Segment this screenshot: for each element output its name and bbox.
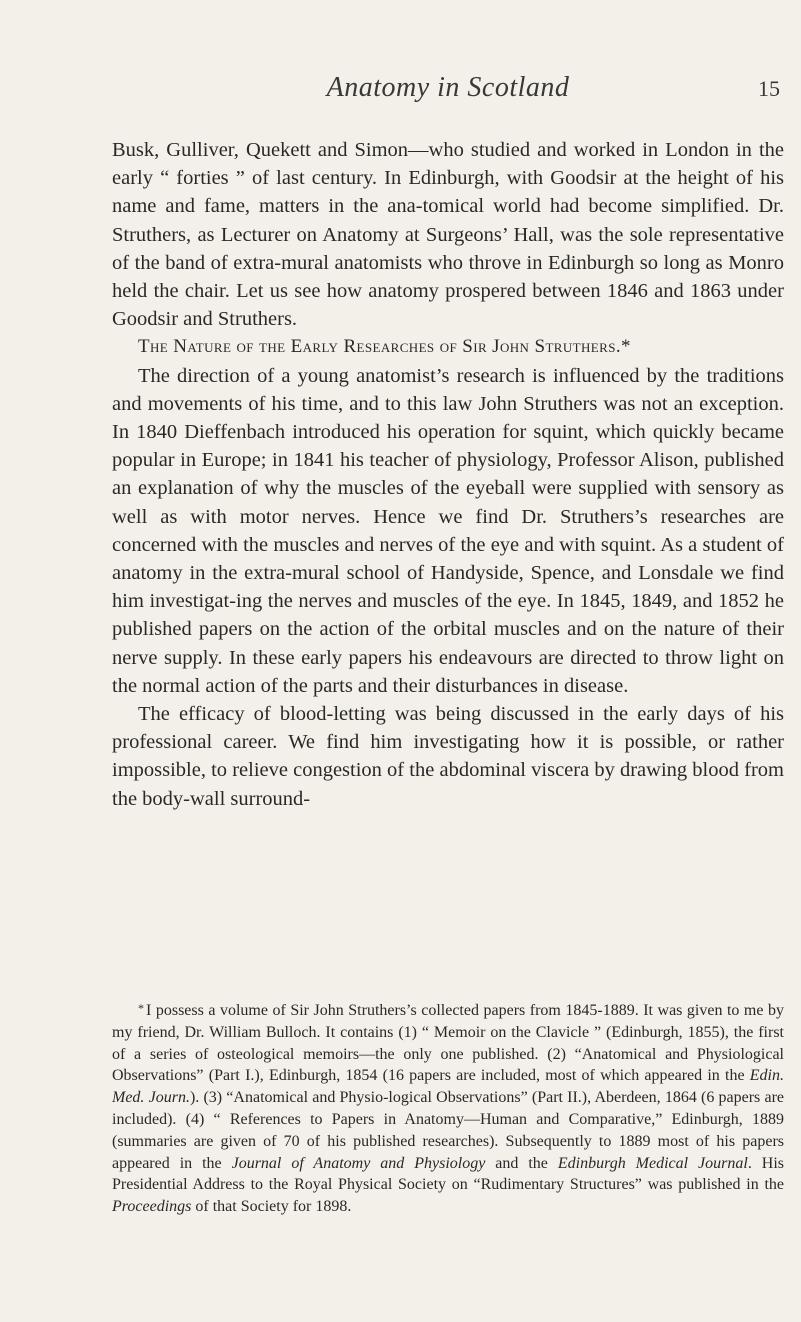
footnote-journal-2: Journal of Anatomy and Physiology <box>231 1154 486 1172</box>
footnote-part-2: ). (3) “Anatomical and Physio-logical Observations” (Part II.), Aberdeen, 1864 (6 papers are included). (4) “ References to Papers in Anatomy—Human and Comparative,” Edinburgh, 1889 (summaries are given of 70 of his published researches). Subsequently to 1889 most of his papers appeared in the <box>112 1089 784 1172</box>
body-text <box>112 136 784 813</box>
paragraph-continued: Busk, Gulliver, Quekett and Simon—who studied and worked in London in the early “ forties ” of last century. In Edinburgh, with Goodsir at the height of his name and fame, matters in the ana-tomical world had become simplified. Dr. Struthers, as Lecturer on Anatomy at Surgeons’ Hall, was the sole representative of the band of extra-mural anatomists who throve in Edinburgh so long as Monro held the chair. Let us see how anatomy prospered between 1846 and 1863 under Goodsir and Struthers. <box>112 139 784 331</box>
running-header <box>112 72 784 112</box>
footnote-journal-3: Edinburgh Medical Journal <box>557 1154 748 1172</box>
page-number: 15 <box>758 76 780 101</box>
paragraph-research-direction: The direction of a young anatomist’s research is influenced by the traditions and movements of his time, and to this law John Struthers was not an exception. In 1840 Dieffenbach introduced his operation for squint, which quickly became popular in Europe; in 1841 his teacher of physiology, Professor Alison, published an explanation of why the muscles of the eyeball were supplied with sensory as well as with motor nerves. Hence we find Dr. Struthers’s researches are concerned with the muscles and nerves of the eye and with squint. As a student of anatomy in the extra-mural school of Handyside, Spence, and Lonsdale we find him investigat-ing the nerves and muscles of the eye. In 1845, 1849, and 1852 he published papers on the action of the orbital muscles and on the nature of their nerve supply. In these early papers his endeavours are directed to throw light on the normal action of the parts and their disturbances in disease. <box>112 364 784 697</box>
footnote-text <box>112 1000 784 1218</box>
footnote-journal-1: Edin. Med. Journ. <box>112 1067 784 1107</box>
footnote-part-4: . His Presidential Address to the Royal Physical Society on “Rudimentary Structures” was published in the <box>112 1154 784 1194</box>
running-title: Anatomy in Scotland <box>326 72 570 103</box>
footnote-part-3: and the <box>485 1154 558 1172</box>
paragraph-blood-letting: The efficacy of blood-letting was being discussed in the early days of his professional career. We find him investigating how it is possible, or rather impossible, to relieve congestion of the abdominal viscera by drawing blood from the body-wall surround- <box>112 703 784 810</box>
footnote-marker: * <box>138 1001 144 1015</box>
section-heading: The Nature of the Early Researches of Sir John Struthers.* <box>138 336 631 358</box>
footnote-journal-4: Proceedings <box>112 1198 192 1216</box>
footnote-part-1: I possess a volume of Sir John Struthers’s collected papers from 1845-1889. It was given to me by my friend, Dr. William Bulloch. It contains (1) “ Memoir on the Clavicle ” (Edinburgh, 1855), the first of a series of osteological memoirs—the only one published. (2) “Anatomical and Physiological Observations” (Part I.), Edinburgh, 1854 (16 papers are included, most of which appeared in the <box>112 1002 784 1085</box>
footnote <box>112 1000 784 1218</box>
footnote-part-5: of that Society for 1898. <box>191 1198 352 1216</box>
